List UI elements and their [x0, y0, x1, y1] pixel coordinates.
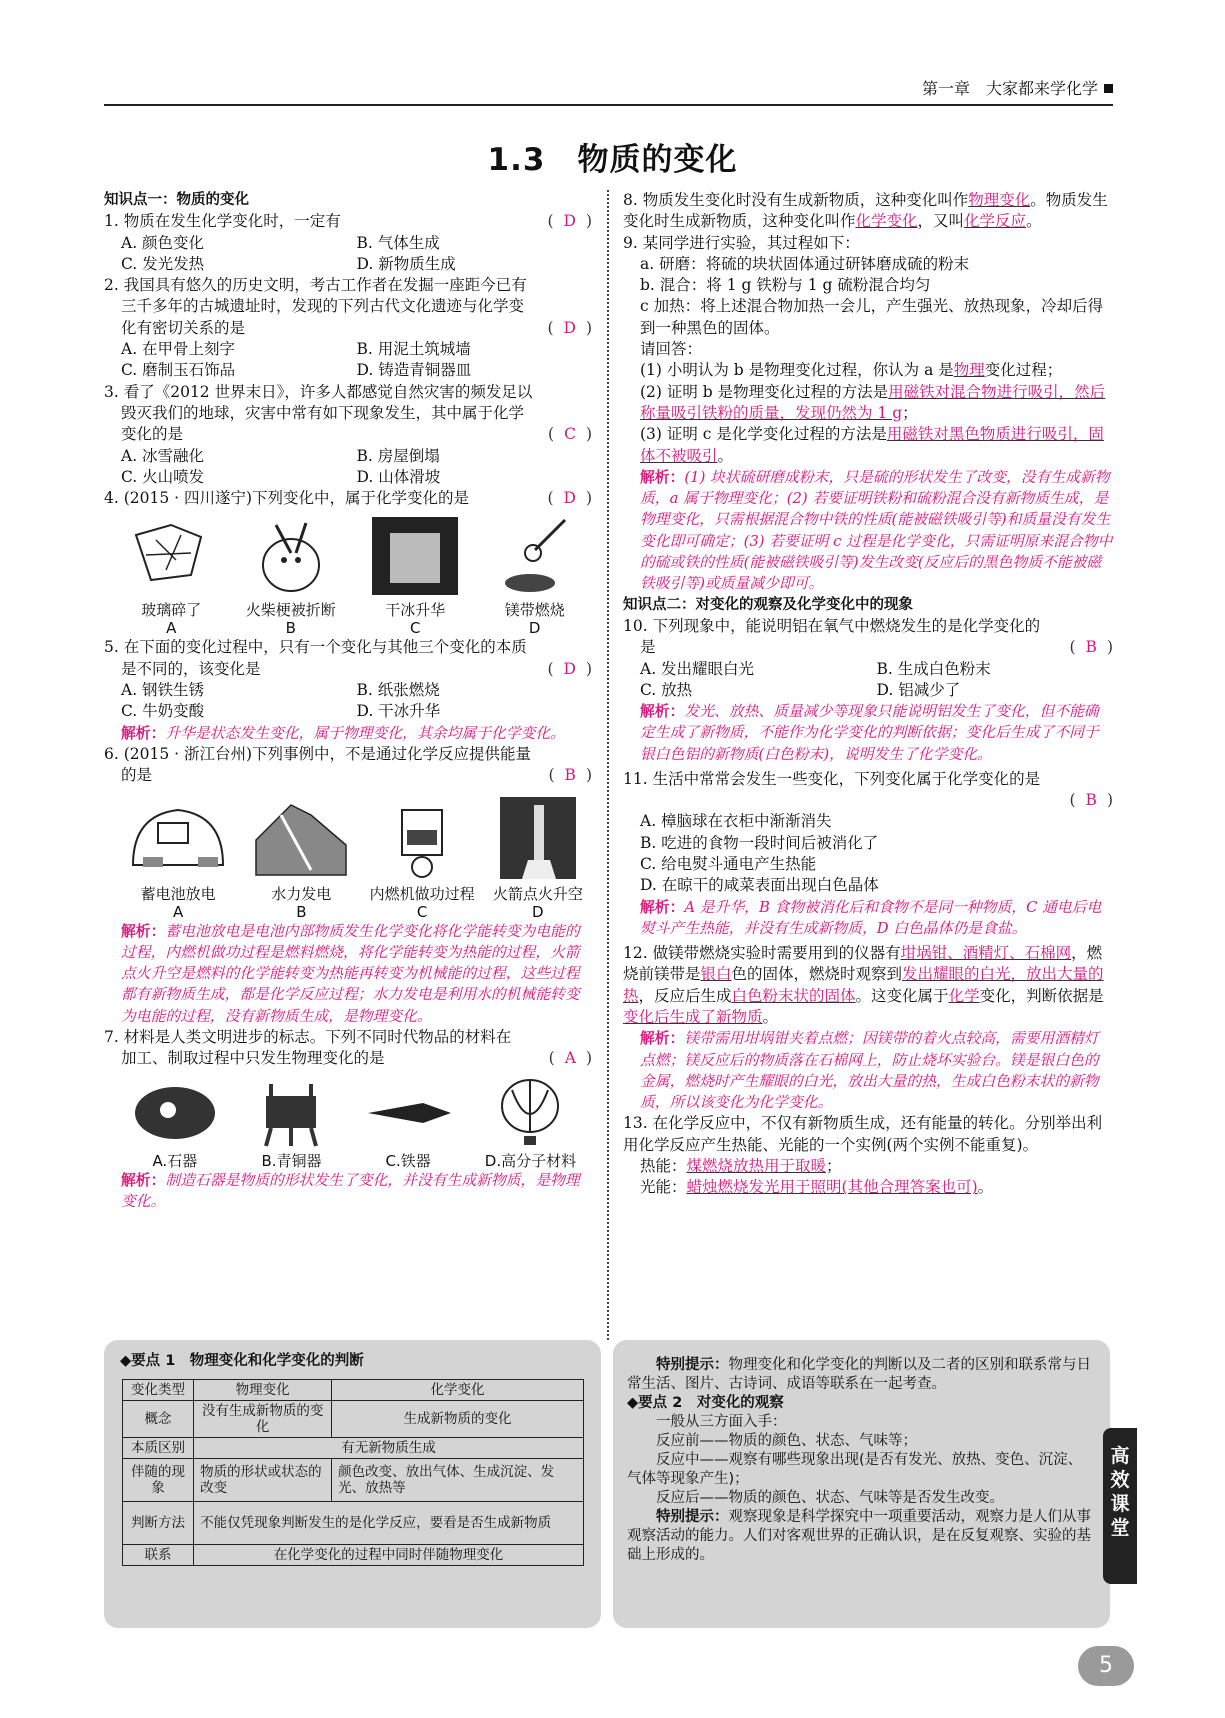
answer-bracket: ( B ) — [1069, 791, 1113, 810]
question-6: 6. (2015 · 浙江台州)下列事例中，不是通过化学反应提供能量 ( B ) 的是 蓄电池放电 A 水力发电 B 内燃机做功过程 C 火箭点火升空 D 解析：蓄电池放电是电池内部物质发生化学变化将化学能转变为电能的过程，内燃机做功过程是燃料燃烧，将化学能转变为热能的过程，火箭点火升空是燃料的化学能转变为热能再转变为机械能的过程，这些过程都有新物质生成，都是化学反应过程；水力发电是利用水的机械能转变为电能的过程，没有新物质生成，是物理变化。 — [104, 744, 592, 1027]
analysis-6: 解析：蓄电池放电是电池内部物质发生化学变化将化学能转变为电能的过程，内燃机做功过程是燃料燃烧，将化学能转变为热能的过程，火箭点火升空是燃料的化学能转变为热能再转变为机械能的过程，这些过程都有新物质生成，都是化学反应过程；水力发电是利用水的机械能转变为电能的过程，没有新物质生成，是物理变化。 — [121, 922, 580, 1025]
question-13: 13. 在化学反应中，不仅有新物质生成，还有能量的转化。分别举出利用化学反应产生热能、光能的一个实例(两个实例不能重复)。 热能：煤燃烧放热用于取暖； 光能：蜡烛燃烧发光用于照明(其他合理答案也可)。 — [623, 1114, 1103, 1197]
figure-7b: B.青铜器 — [251, 1078, 331, 1170]
table-row: 本质区别 有无新物质生成 — [123, 1438, 584, 1459]
table-row: 伴随的现象 物质的形状或状态的改变 颜色改变、放出气体、生成沉淀、发光、放热等 — [123, 1459, 584, 1502]
square-marker-icon — [1104, 84, 1113, 93]
figure-7a: A.石器 — [130, 1078, 220, 1170]
figure-4b: 火柴梗被折断 B — [246, 515, 336, 637]
analysis-10: 解析：发光、放热、质量减少等现象只能说明铝发生了变化，但不能确定生成了新物质，不能作为化学变化的判断依据；变化后生成了不同于银白色铝的新物质(白色粉末)，说明发生了化学变化。 — [640, 703, 1099, 763]
comparison-table — [122, 1379, 584, 1566]
answer-bracket: ( B ) — [1069, 638, 1113, 657]
figure-4c: 干冰升华 C — [370, 515, 460, 637]
table-row: 判断方法 不能仅凭现象判断发生的是化学反应，要看是否生成新物质 — [123, 1502, 584, 1545]
answer-bracket: ( D ) — [547, 212, 592, 231]
running-header: 第一章 大家都来学化学 — [104, 78, 1113, 106]
key-point-box-1: ◆要点 1 物理变化和化学变化的判断 变化类型 物理变化 化学变化 概念 没有生成新物质的变化 生成新物质的变化 本质区别 有无新物质生成 伴随的现象 物质的形状或状态的改变 颜色改变、放出气体、生成沉淀、发光、放热等 判断方法 不能仅凭现象判断发生的是化学反应，要看是否生成新物质 联系 在化学变化的过程中同时伴随物理变化 — [104, 1340, 601, 1628]
answer-bracket: ( A ) — [548, 1049, 592, 1068]
question-2: 2. 我国具有悠久的历史文明，考古工作者在发掘一座距今已有 三千多年的古城遗址时，发现的下列古代文化遗迹与化学变 ( D ) 化有密切关系的是 A. 在甲骨上刻字 B. 用泥土筑城墙 C. 磨制玉石饰品 D. 铸造青铜器皿 — [104, 276, 592, 380]
figure-6d: 火箭点火升空 D — [493, 795, 583, 921]
question-9: 9. 某同学进行实验，其过程如下： a. 研磨：将硫的块状固体通过研钵磨成硫的粉末 b. 混合：将 1 g 铁粉与 1 g 硫粉混合均匀 c 加热：将上述混合物加热一会儿，产生强光、放热现象，冷却后得到一种黑色的固体。 请回答： (1) 小明认为 b 是物理变化过程，你认为 a 是物理变化过程； (2) 证明 b 是物理变化过程的方法是用磁铁对混合物进行吸引，然后称量吸引铁粉的质量，发现仍然为 1 g； (3) 证明 c 是化学变化过程的方法是用磁铁对黑色物质进行吸引，固体不被吸引。 解析：(1) 块状硫研磨成粉末，只是硫的形状发生了改变，没有生成新物质，a 属于物理变化；(2) 若要证明铁粉和硫粉混合没有新物质生成，是物理变化，只需根据混合物中铁的性质(能被磁铁吸引等)和质量没有发生变化即可确定；(3) 若要证明 c 过程是化学变化，只需证明原来混合物中的硫或铁的性质(能被磁铁吸引等)发生改变(反应后的黑色物质不能被磁铁吸引等)或质量减少即可。 — [623, 233, 1113, 595]
table-row: 概念 没有生成新物质的变化 生成新物质的变化 — [123, 1401, 584, 1438]
right-column — [623, 190, 1113, 1199]
figure-4a: 玻璃碎了 A — [131, 515, 211, 637]
key-point-box-2: 特别提示：物理变化和化学变化的判断以及二者的区别和联系常与日常生活、图片、古诗词、成语等联系在一起考查。 ◆要点 2 对变化的观察 一般从三方面入手： 反应前——物质的颜色、状态、气味等； 反应中——观察有哪些现象出现(是否有发光、放热、变色、沉淀、气体等现象产生)； 反应后——物质的颜色、状态、气味等是否发生改变。 特别提示：观察现象是科学探究中一项重要活动，观察力是人们从事观察活动的能力。人们对客观世界的正确认识，是在反复观察、实验的基础上形成的。 — [613, 1340, 1110, 1628]
section-heading-2: 知识点二：对变化的观察及化学变化中的现象 — [623, 596, 913, 613]
question-11: 11. 生活中常常会发生一些变化，下列变化属于化学变化的是 ( B ) A. 樟脑球在衣柜中渐渐消失 B. 吃进的食物一段时间后被消化了 C. 给电熨斗通电产生热能 D. 在晾干的咸菜表面出现白色晶体 解析：A 是升华，B 食物被消化后和食物不是同一种物质，C 通电后电熨斗产生热能，并没有生成新物质，D 白色晶体仍是食盐。 — [623, 769, 1113, 939]
figure-7c: C.铁器 — [363, 1078, 453, 1170]
analysis-7: 解析：制造石器是物质的形状发生了变化，并没有生成新物质，是物理变化。 — [121, 1171, 580, 1210]
hot-air-balloon-icon — [490, 1078, 570, 1148]
analysis-9: 解析：(1) 块状硫研磨成粉末，只是硫的形状发生了改变，没有生成新物质，a 属于物理变化；(2) 若要证明铁粉和硫粉混合没有新物质生成，是物理变化，只需根据混合物中铁的性质(能被磁铁吸引等)和质量没有发生变化即可确定；(3) 若要证明 c 过程是化学变化，只需证明原来混合物中的硫或铁的性质(能被磁铁吸引等)发生改变(反应后的黑色物质不能被磁铁吸引等)或质量减少即可。 — [640, 468, 1113, 593]
iron-tool-icon — [363, 1078, 453, 1148]
figure-7d: D.高分子材料 — [485, 1078, 576, 1170]
stone-tool-icon — [130, 1078, 220, 1148]
analysis-5: 解析：升华是状态发生变化，属于物理变化，其余均属于化学变化。 — [121, 724, 565, 742]
answer-bracket: ( D ) — [547, 318, 592, 337]
page-title: 1.3 物质的变化 — [487, 142, 738, 178]
question-12: 12. 做镁带燃烧实验时需要用到的仪器有坩埚钳、酒精灯、石棉网，燃烧前镁带是银白色的固体，燃烧时观察到发出耀眼的白光，放出大量的热，反应后生成白色粉末状的固体。这变化属于化学变化，判断依据是变化后生成了新物质。 解析：镁带需用坩埚钳夹着点燃；因镁带的着火点较高，需要用酒精灯点燃；镁反应后的物质落在石棉网上，防止烧坏实验台。镁是银白色的金属，燃烧时产生耀眼的白光，放出大量的热，生成白色粉末状的新物质，所以该变化为化学变化。 — [623, 943, 1113, 1113]
question-8: 8. 物质发生变化时没有生成新物质，这种变化叫作物理变化。物质发生变化时生成新物质，这种变化叫作化学变化，又叫化学反应。 — [623, 191, 1108, 231]
bronze-vessel-icon — [251, 1078, 331, 1148]
figure-6c: 内燃机做功过程 C — [370, 795, 475, 921]
answer-bracket: ( D ) — [547, 489, 592, 508]
table-row: 联系 在化学变化的过程中同时伴随物理变化 — [123, 1545, 584, 1566]
analysis-11: 解析：A 是升华，B 食物被消化后和食物不是同一种物质，C 通电后电熨斗产生热能，并没有生成新物质，D 白色晶体仍是食盐。 — [640, 898, 1102, 937]
section-heading-1: 知识点一：物质的变化 — [104, 192, 249, 208]
question-7: 7. 材料是人类文明进步的标志。下列不同时代物品的材料在 ( A ) 加工、制取过程中只发生物理变化的是 A.石器 B.青铜器 C.铁器 D.高分子材料 解析：制造石器是物质的形状发生了变化，并没有生成新物质，是物理变化。 — [104, 1027, 592, 1212]
magnesium-burning-icon — [495, 515, 575, 597]
question-4: ( D ) 4. (2015 · 四川遂宁)下列变化中，属于化学变化的是 玻璃碎了 A 火柴梗被折断 B 干冰升华 C 镁带燃烧 D — [104, 489, 592, 638]
question-3: 3. 看了《2012 世界末日》，许多人都感觉自然灾害的频发足以 毁灭我们的地球，灾害中常有如下现象发生，其中属于化学 ( C ) 变化的是 A. 冰雪融化 B. 房屋倒塌 C. 火山喷发 D. 山体滑坡 — [104, 382, 592, 486]
analysis-12: 解析：镁带需用坩埚钳夹着点燃；因镁带的着火点较高，需要用酒精灯点燃；镁反应后的物质落在石棉网上，防止烧坏实验台。镁是银白色的金属，燃烧时产生耀眼的白光，放出大量的热，生成白色粉末状的新物质，所以该变化为化学变化。 — [640, 1030, 1099, 1112]
hydropower-dam-icon — [251, 795, 351, 881]
left-column — [104, 190, 592, 1212]
page-number: 5 — [1078, 1646, 1134, 1686]
figure-4d: 镁带燃烧 D — [495, 515, 575, 637]
broken-glass-icon — [131, 515, 211, 597]
table-row: 变化类型 物理变化 化学变化 — [123, 1380, 584, 1401]
answer-bracket: ( D ) — [547, 659, 592, 678]
column-divider — [607, 190, 609, 1340]
dry-ice-photo-icon — [370, 515, 460, 597]
answer-bracket: ( B ) — [548, 766, 592, 785]
question-5: 5. 在下面的变化过程中，只有一个变化与其他三个变化的本质 ( D ) 是不同的，该变化是 A. 钢铁生锈 B. 纸张燃烧 C. 牛奶变酸 D. 干冰升华 解析：升华是状态发生变化，属于物理变化，其余均属于化学变化。 — [104, 637, 592, 743]
answer-bracket: ( C ) — [548, 425, 592, 444]
figure-6a: 蓄电池放电 A — [123, 795, 233, 921]
figure-6b: 水力发电 B — [251, 795, 351, 921]
match-figure-icon — [246, 515, 336, 597]
rocket-launch-icon — [498, 795, 578, 881]
question-10: 10. 下列现象中，能说明铝在氧气中燃烧发生的是化学变化的 ( B ) 是 A. 发出耀眼白光 B. 生成白色粉末 C. 放热 D. 铝减少了 解析：发光、放热、质量减少等现象只能说明铝发生了变化，但不能确定生成了新物质，不能作为化学变化的判断依据；变化后生成了不同于银白色铝的新物质(白色粉末)，说明发生了化学变化。 — [623, 616, 1113, 765]
battery-circuit-icon — [123, 795, 233, 881]
engine-cylinder-icon — [382, 795, 462, 881]
question-1: ( D ) 1. 物质在发生化学变化时，一定有 A. 颜色变化 B. 气体生成 C. 发光发热 D. 新物质生成 — [104, 212, 592, 273]
side-tab: 高效课堂 — [1103, 1428, 1137, 1584]
